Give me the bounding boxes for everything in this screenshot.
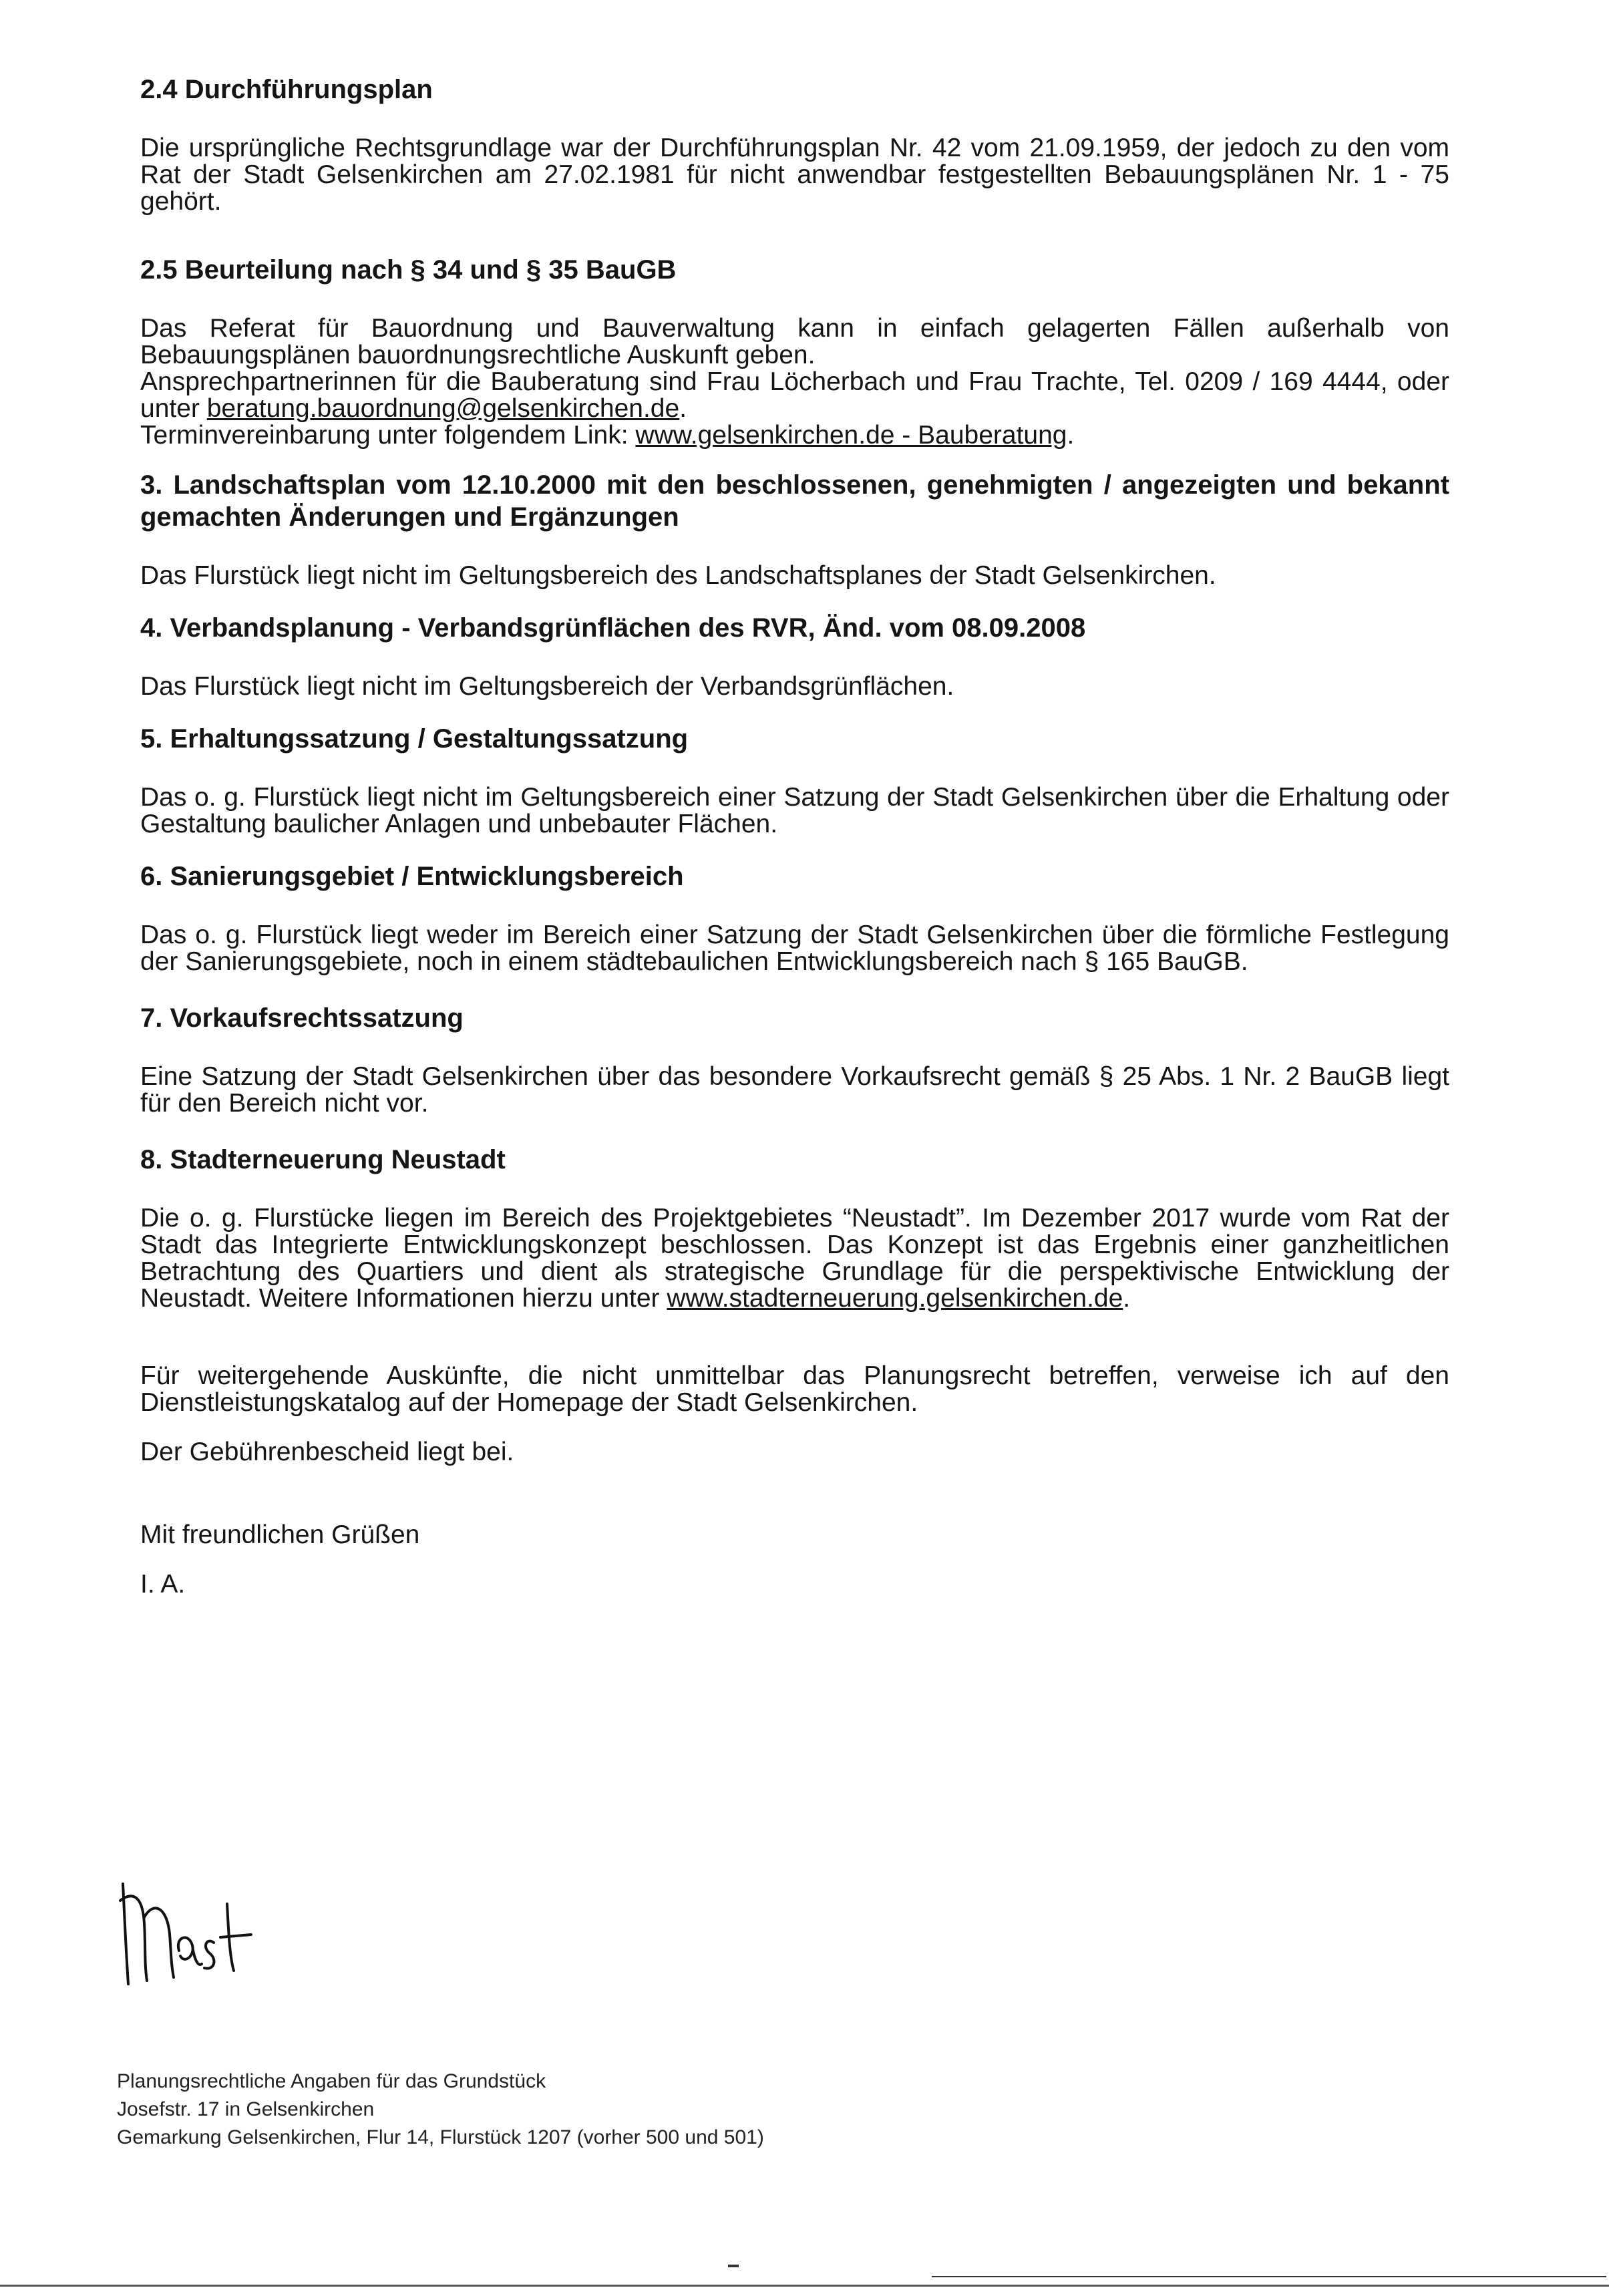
letter-body [140, 73, 1449, 1598]
section-3-heading: 3. Landschaftsplan vom 12.10.2000 mit den beschlossenen, genehmigten / angezeigten und bekannt gemachten Änderungen und Ergänzungen [140, 470, 1449, 532]
footer-line-3: Gemarkung Gelsenkirchen, Flur 14, Flurstück 1207 (vorher 500 und 501) [117, 2126, 764, 2148]
section-8-end: . [1123, 1284, 1131, 1313]
section-5-heading: 5. Erhaltungssatzung / Gestaltungssatzung [140, 724, 689, 754]
further-info-text: Für weitergehende Auskünfte, die nicht unmittelbar das Planungsrecht betreffen, verweise ich auf den Dienstleistungskatalog auf der Homepage der Stadt Gelsenkirchen. [140, 1361, 1449, 1417]
section-5-text: Das o. g. Flurstück liegt nicht im Geltungsbereich einer Satzung der Stadt Gelsenkirchen über die Erhaltung oder Gestaltung baulicher Anlagen und unbebauter Flächen. [140, 783, 1449, 838]
contact-text: Ansprechpartnerinnen für die Bauberatung sind Frau Löcherbach und Frau Trachte, Tel. 0209 / 169 4444, oder unter [140, 367, 1449, 423]
section-6-text: Das o. g. Flurstück liegt weder im Bereich einer Satzung der Stadt Gelsenkirchen über die förmliche Festlegung der Sanierungsgebiete, noch in einem städtebaulichen Entwicklungsbereich nach § 165 BauGB. [140, 921, 1449, 976]
section-2-5-contact [140, 369, 1449, 422]
i-a-label: I. A. [140, 1570, 186, 1599]
section-7-heading: 7. Vorkaufsrechtssatzung [140, 1003, 464, 1033]
section-4-text: Das Flurstück liegt nicht im Geltungsbereich der Verbandsgrünflächen. [140, 672, 954, 701]
section-3-text: Das Flurstück liegt nicht im Geltungsbereich des Landschaftsplanes der Stadt Gelsenkirchen. [140, 561, 1216, 590]
handwritten-signature [114, 1870, 267, 2004]
footer-line-2: Josefstr. 17 in Gelsenkirchen [117, 2098, 375, 2120]
scan-rule [932, 2276, 1606, 2277]
section-4-heading: 4. Verbandsplanung - Verbandsgrünflächen des RVR, Änd. vom 08.09.2008 [140, 613, 1086, 643]
section-2-5-appointment [140, 422, 1449, 449]
footer-reference [117, 2068, 764, 2152]
section-7-text: Eine Satzung der Stadt Gelsenkirchen über das besondere Vorkaufsrecht gemäß § 25 Abs. 1 Nr. 2 BauGB liegt für den Bereich nicht vor. [140, 1062, 1449, 1118]
contact-end: . [679, 394, 687, 423]
scan-mark [728, 2265, 739, 2267]
page-bottom-edge [0, 2285, 1609, 2287]
fee-notice: Der Gebührenbescheid liegt bei. [140, 1438, 514, 1466]
section-8-heading: 8. Stadterneuerung Neustadt [140, 1145, 506, 1174]
stadterneuerung-link[interactable]: www.stadterneuerung.gelsenkirchen.de [667, 1284, 1123, 1313]
greeting: Mit freundlichen Grüßen [140, 1520, 420, 1549]
section-8-text [140, 1205, 1449, 1312]
section-2-5-text: Das Referat für Bauordnung und Bauverwaltung kann in einfach gelagerten Fällen außerhalb von Bebauungsplänen bauordnungsrechtliche Auskunft geben. [140, 314, 1449, 369]
section-2-5-heading: 2.5 Beurteilung nach § 34 und § 35 BauGB [140, 255, 677, 285]
appointment-end: . [1067, 421, 1075, 450]
section-2-4-text: Die ursprüngliche Rechtsgrundlage war der Durchführungsplan Nr. 42 vom 21.09.1959, der jedoch zu den vom Rat der Stadt Gelsenkirchen am 27.02.1981 für nicht anwendbar festgestellten Bebauungsplänen Nr. 1 - 75 gehört. [140, 134, 1449, 216]
section-8-body: Die o. g. Flurstücke liegen im Bereich des Projektgebietes “Neustadt”. Im Dezember 2017 wurde vom Rat der Stadt das Integrierte Entwicklungskonzept beschlossen. Das Konzept ist das Ergebnis einer ganzheitlichen Betrachtung des Quartiers und dient als strategische Grundlage für die perspektivische Entwicklung der Neustadt. Weitere Informationen hierzu unter [140, 1204, 1449, 1313]
bauberatung-link[interactable]: www.gelsenkirchen.de - Bauberatung [635, 421, 1067, 450]
section-2-4-heading: 2.4 Durchführungsplan [140, 75, 433, 104]
section-6-heading: 6. Sanierungsgebiet / Entwicklungsbereich [140, 862, 684, 891]
email-link[interactable]: beratung.bauordnung@gelsenkirchen.de [206, 394, 680, 423]
appointment-text: Terminvereinbarung unter folgendem Link: [140, 421, 636, 450]
footer-line-1: Planungsrechtliche Angaben für das Grundstück [117, 2070, 546, 2092]
